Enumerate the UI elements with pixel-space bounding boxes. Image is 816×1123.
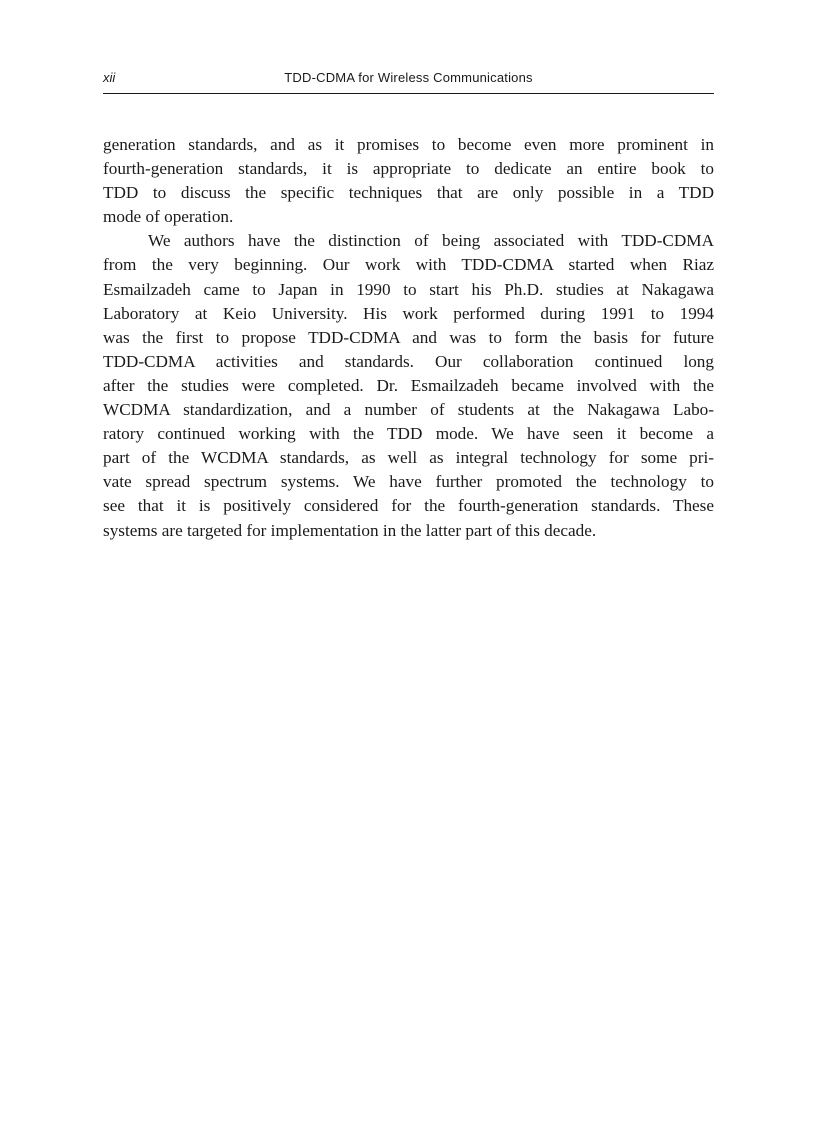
text-line: see that it is positively considered for the fourth-generation standards. These: [103, 496, 714, 516]
text-line: was the first to propose TDD-CDMA and was to form the basis for future: [103, 327, 714, 347]
running-title: TDD-CDMA for Wireless Communications: [284, 70, 533, 85]
text-line: fourth-generation standards, it is appropriate to dedicate an entire book to: [103, 159, 714, 179]
text-line: We authors have the distinction of being associated with TDD-CDMA: [148, 231, 714, 251]
text-line: WCDMA standardization, and a number of students at the Nakagawa Labo-: [103, 400, 714, 420]
text-line: generation standards, and as it promises to become even more prominent in: [103, 135, 714, 154]
paragraph: [103, 229, 714, 542]
paragraph: [103, 133, 714, 229]
text-line: mode of operation.: [103, 207, 234, 227]
text-line: ratory continued working with the TDD mode. We have seen it become a: [103, 424, 714, 444]
text-line: part of the WCDMA standards, as well as integral technology for some pri-: [103, 448, 714, 468]
running-head: [103, 70, 714, 90]
text-line: Esmailzadeh came to Japan in 1990 to start his Ph.D. studies at Nakagawa: [103, 279, 714, 299]
text-line: from the very beginning. Our work with TDD-CDMA started when Riaz: [103, 255, 714, 275]
text-line: TDD to discuss the specific techniques that are only possible in a TDD: [103, 183, 714, 203]
text-line: systems are targeted for implementation in the latter part of this decade.: [103, 520, 597, 540]
text-line: Laboratory at Keio University. His work performed during 1991 to 1994: [103, 303, 714, 323]
text-line: TDD-CDMA activities and standards. Our collaboration continued long: [103, 351, 714, 371]
text-line: vate spread spectrum systems. We have further promoted the technology to: [103, 472, 714, 492]
body-text: [103, 133, 714, 543]
text-line: after the studies were completed. Dr. Esmailzadeh became involved with the: [103, 375, 714, 395]
page-number: xii: [103, 70, 116, 85]
header-rule: [103, 93, 714, 94]
